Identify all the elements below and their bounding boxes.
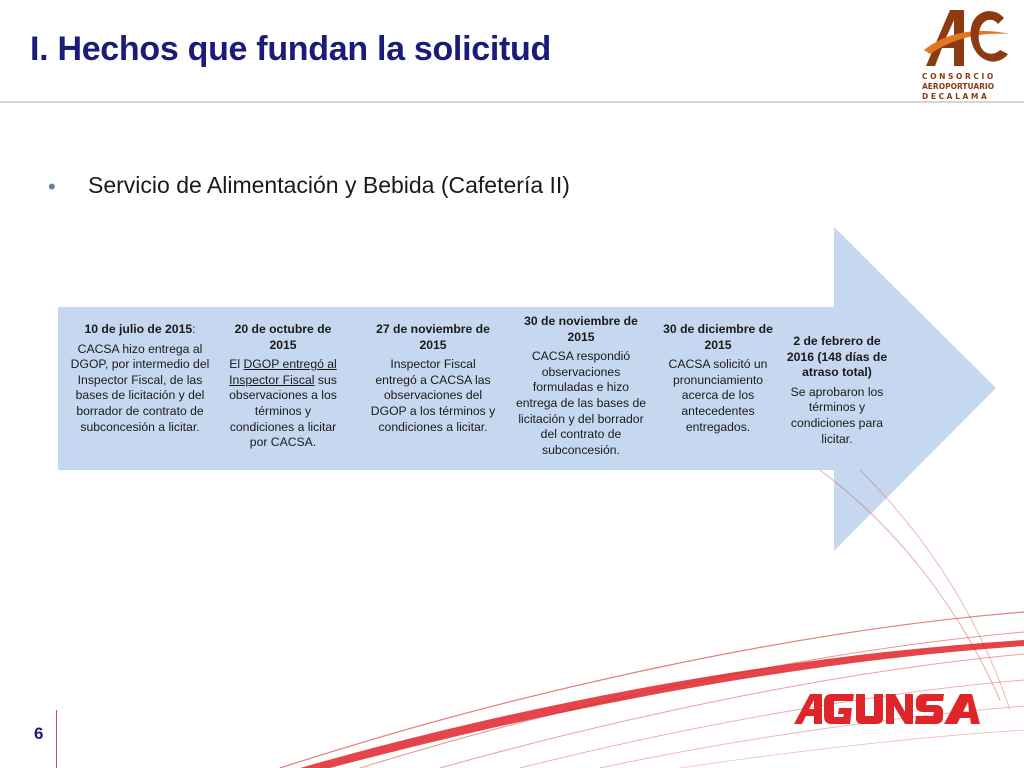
agunsa-logo xyxy=(792,688,982,728)
timeline-desc: El DGOP entregó al Inspector Fiscal sus observaciones a los términos y condiciones a licitar por CACSA. xyxy=(229,357,337,450)
timeline-desc: Inspector Fiscal entregó a CACSA las observaciones del DGOP a los términos y condiciones a licitar. xyxy=(370,357,496,434)
timeline-desc: CACSA solicitó un pronunciamiento acerca de los antecedentes entregados. xyxy=(668,357,768,434)
page-number: 6 xyxy=(34,724,44,743)
logo-line-3: D E C A L A M A xyxy=(922,92,987,101)
bullet-icon: • xyxy=(48,174,56,199)
timeline-date: 10 de julio de 2015: xyxy=(84,322,196,336)
timeline-date: 30 de noviembre de 2015 xyxy=(524,314,638,344)
logo-line-1: C O N S O R C I O xyxy=(922,72,994,81)
logo-line-2: AEROPORTUARIO xyxy=(922,82,995,91)
timeline-desc: CACSA hizo entrega al DGOP, por intermedio del Inspector Fiscal, de las bases de licitación y del borrador de contrato de subconcesión a licitar. xyxy=(70,341,210,434)
timeline-desc: Se aprobaron los términos y condiciones para licitar. xyxy=(790,384,884,446)
slide-title: I. Hechos que fundan la solicitud xyxy=(30,30,551,68)
timeline-date: 27 de noviembre de 2015 xyxy=(376,322,490,352)
timeline-date: 20 de octubre de 2015 xyxy=(234,322,332,352)
timeline-desc: CACSA respondió observaciones formuladas e hizo entrega de las bases de licitación y del borrador del contrato de subconcesión. xyxy=(515,349,647,457)
timeline-underlined-text: DGOP entregó al Inspector Fiscal xyxy=(229,357,337,387)
bullet-text: Servicio de Alimentación y Bebida (Cafetería II) xyxy=(88,172,570,198)
timeline-date: 30 de diciembre de 2015 xyxy=(663,322,773,352)
timeline-date: 2 de febrero de 2016 (148 días de atraso total) xyxy=(786,334,888,380)
page-number-divider xyxy=(56,710,57,768)
